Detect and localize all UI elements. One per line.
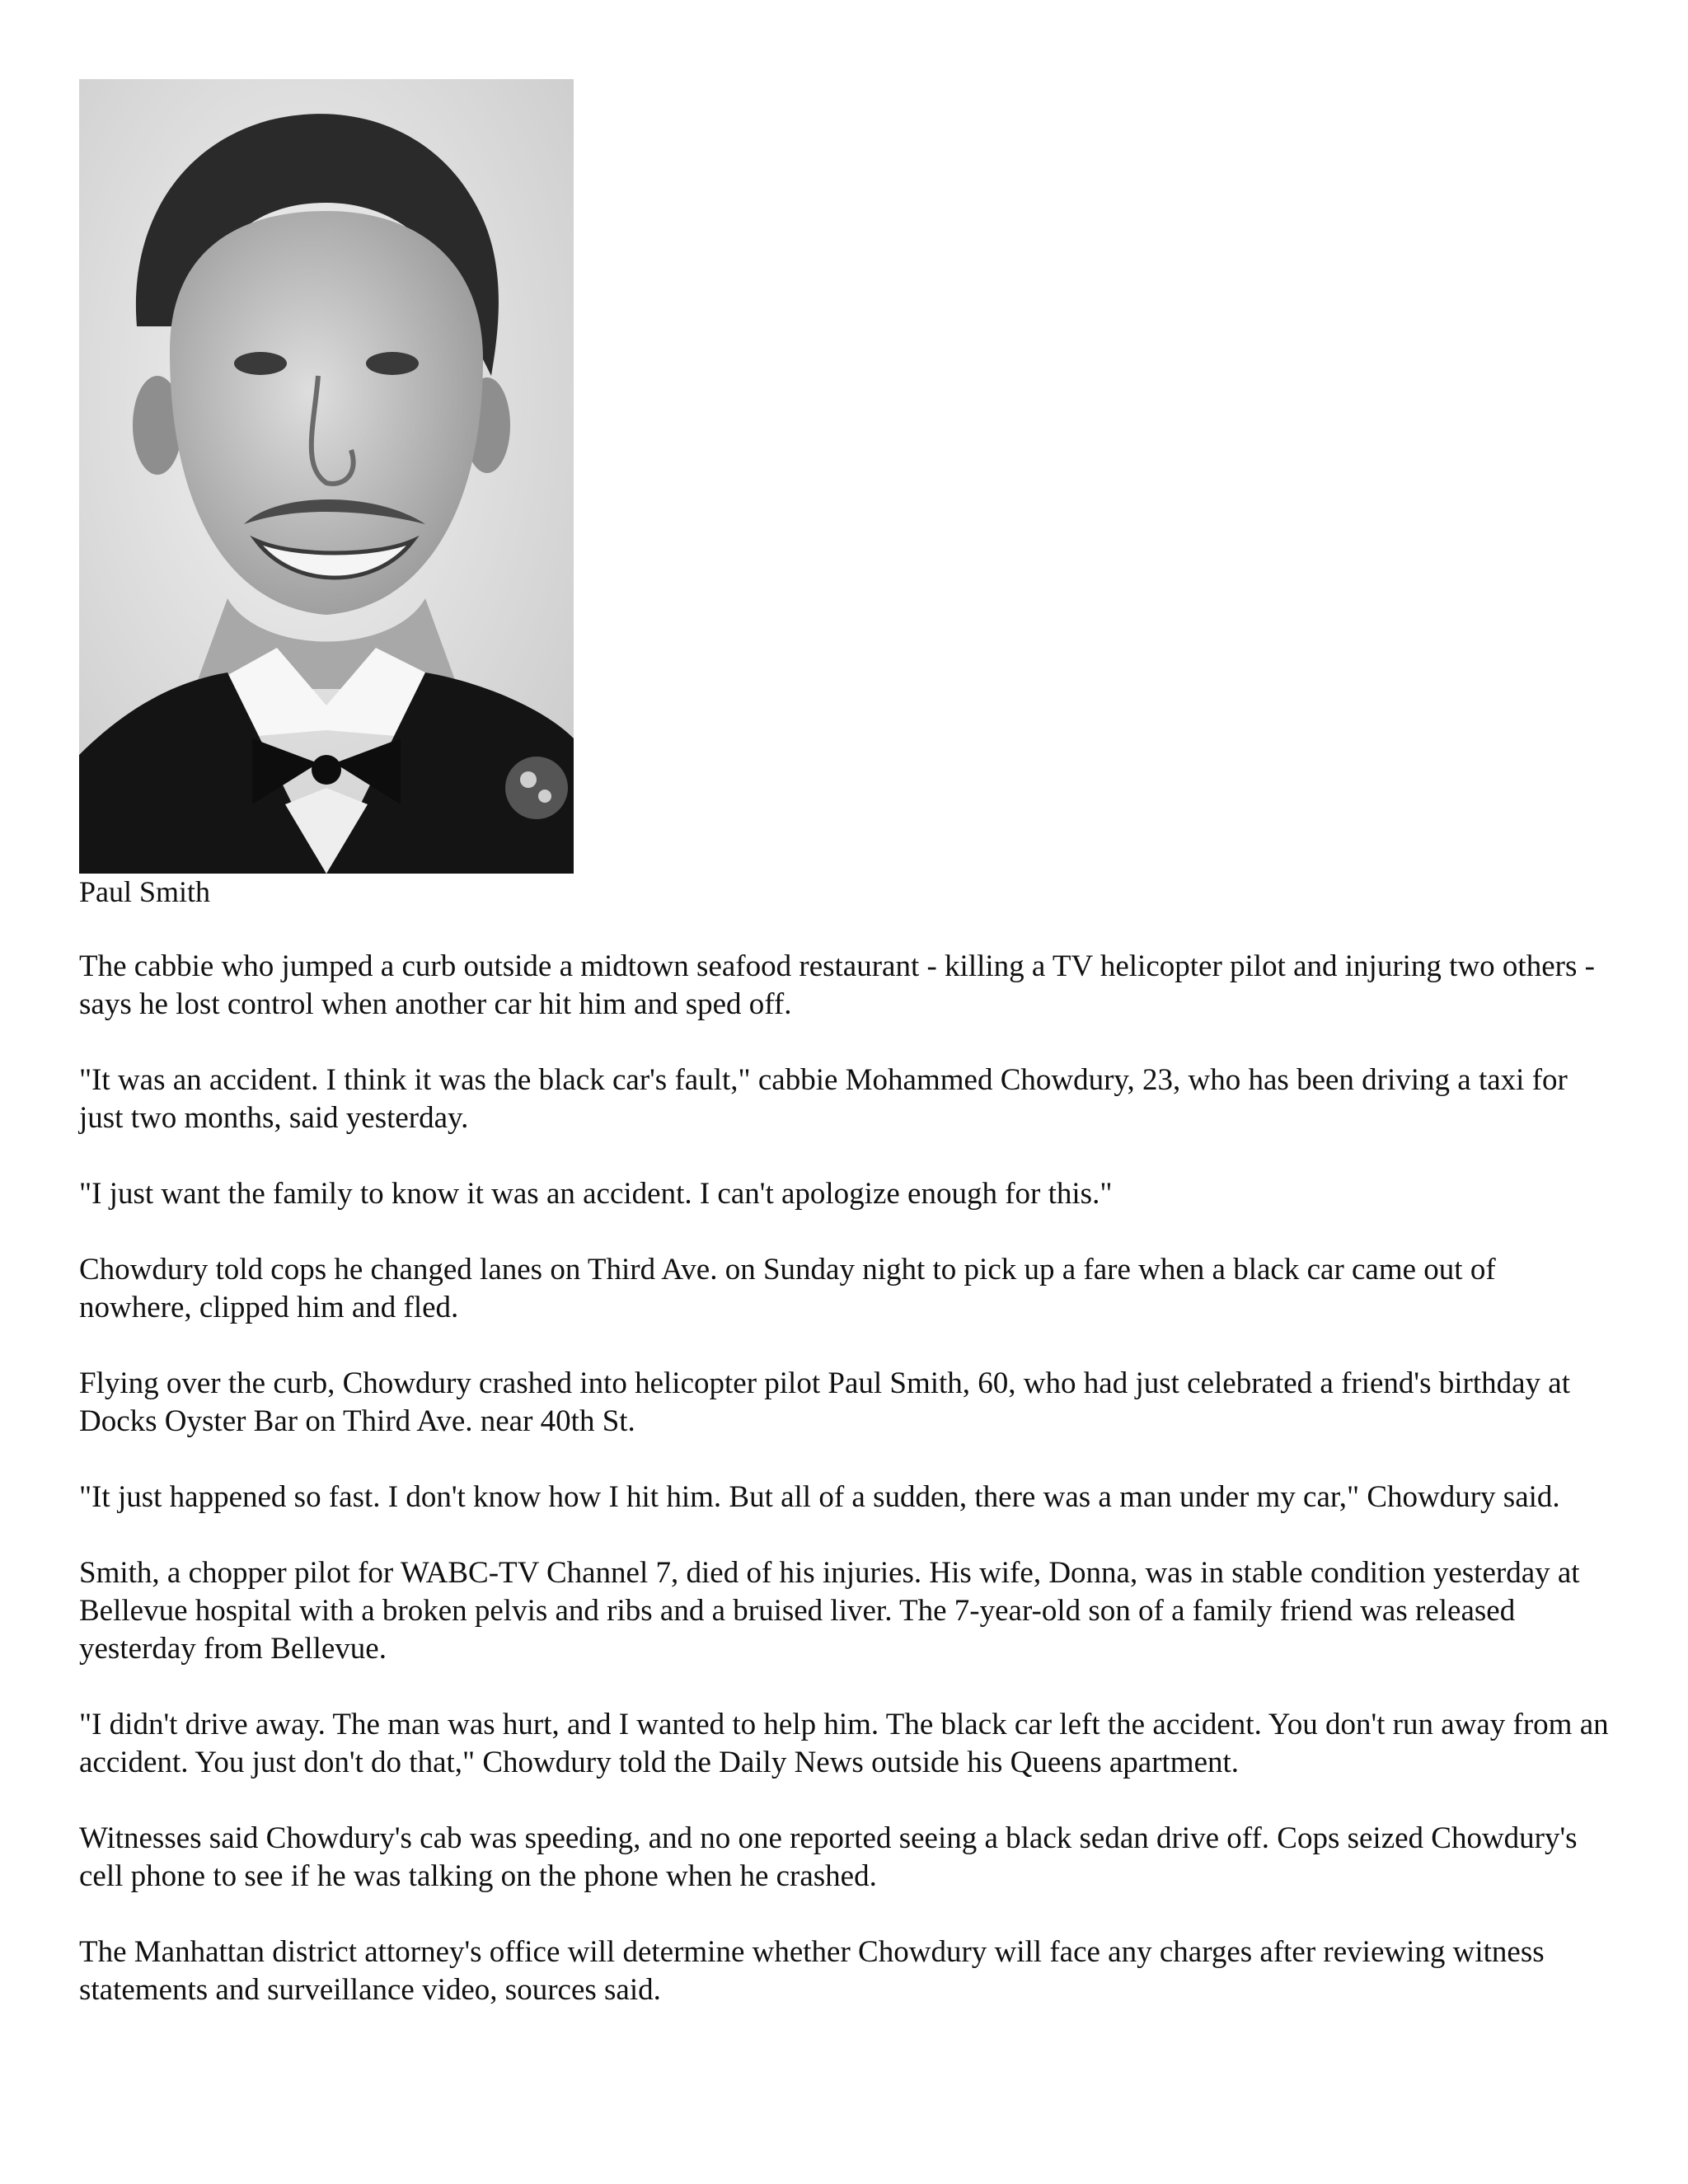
- document-page: [79, 79, 1612, 2047]
- article-paragraph: The Manhattan district attorney's office will determine whether Chowdury will face any charges after reviewing witness statements and surveillance video, sources said.: [79, 1935, 1545, 2007]
- article-paragraph: "It just happened so fast. I don't know how I hit him. But all of a sudden, there was a man under my car," Chowdury said.: [79, 1480, 1560, 1514]
- article-body: [79, 948, 1612, 2009]
- article-paragraph: Witnesses said Chowdury's cab was speeding, and no one reported seeing a black sedan drive off. Cops seized Chowdury's cell phone to see if he was talking on the phone when he crashed.: [79, 1821, 1578, 1893]
- article-paragraph: Chowdury told cops he changed lanes on Third Ave. on Sunday night to pick up a fare when a black car came out of nowhere, clipped him and fled.: [79, 1253, 1496, 1324]
- article-paragraph: Smith, a chopper pilot for WABC-TV Channel 7, died of his injuries. His wife, Donna, was in stable condition yesterday at Bellevue hospital with a broken pelvis and ribs and a bruised liver. The 7-year-old son of a family friend was released yesterday from Bellevue.: [79, 1556, 1580, 1666]
- article-paragraph: Flying over the curb, Chowdury crashed into helicopter pilot Paul Smith, 60, who had just celebrated a friend's birthday at Docks Oyster Bar on Third Ave. near 40th St.: [79, 1366, 1570, 1438]
- article-paragraph: The cabbie who jumped a curb outside a midtown seafood restaurant - killing a TV helicopter pilot and injuring two others - says he lost control when another car hit him and sped off.: [79, 949, 1595, 1021]
- article-paragraph: "I just want the family to know it was an accident. I can't apologize enough for this.": [79, 1177, 1113, 1211]
- article-paragraph: "I didn't drive away. The man was hurt, and I wanted to help him. The black car left the accident. You don't run away from an accident. You just don't do that," Chowdury told the Daily News outside his Queens apartment.: [79, 1708, 1609, 1779]
- portrait-photo: [79, 79, 574, 874]
- portrait-image: [79, 79, 574, 874]
- article-paragraph: "It was an accident. I think it was the black car's fault," cabbie Mohammed Chowdury, 23, who has been driving a taxi for just two months, said yesterday.: [79, 1063, 1568, 1135]
- photo-caption: Paul Smith: [79, 875, 211, 908]
